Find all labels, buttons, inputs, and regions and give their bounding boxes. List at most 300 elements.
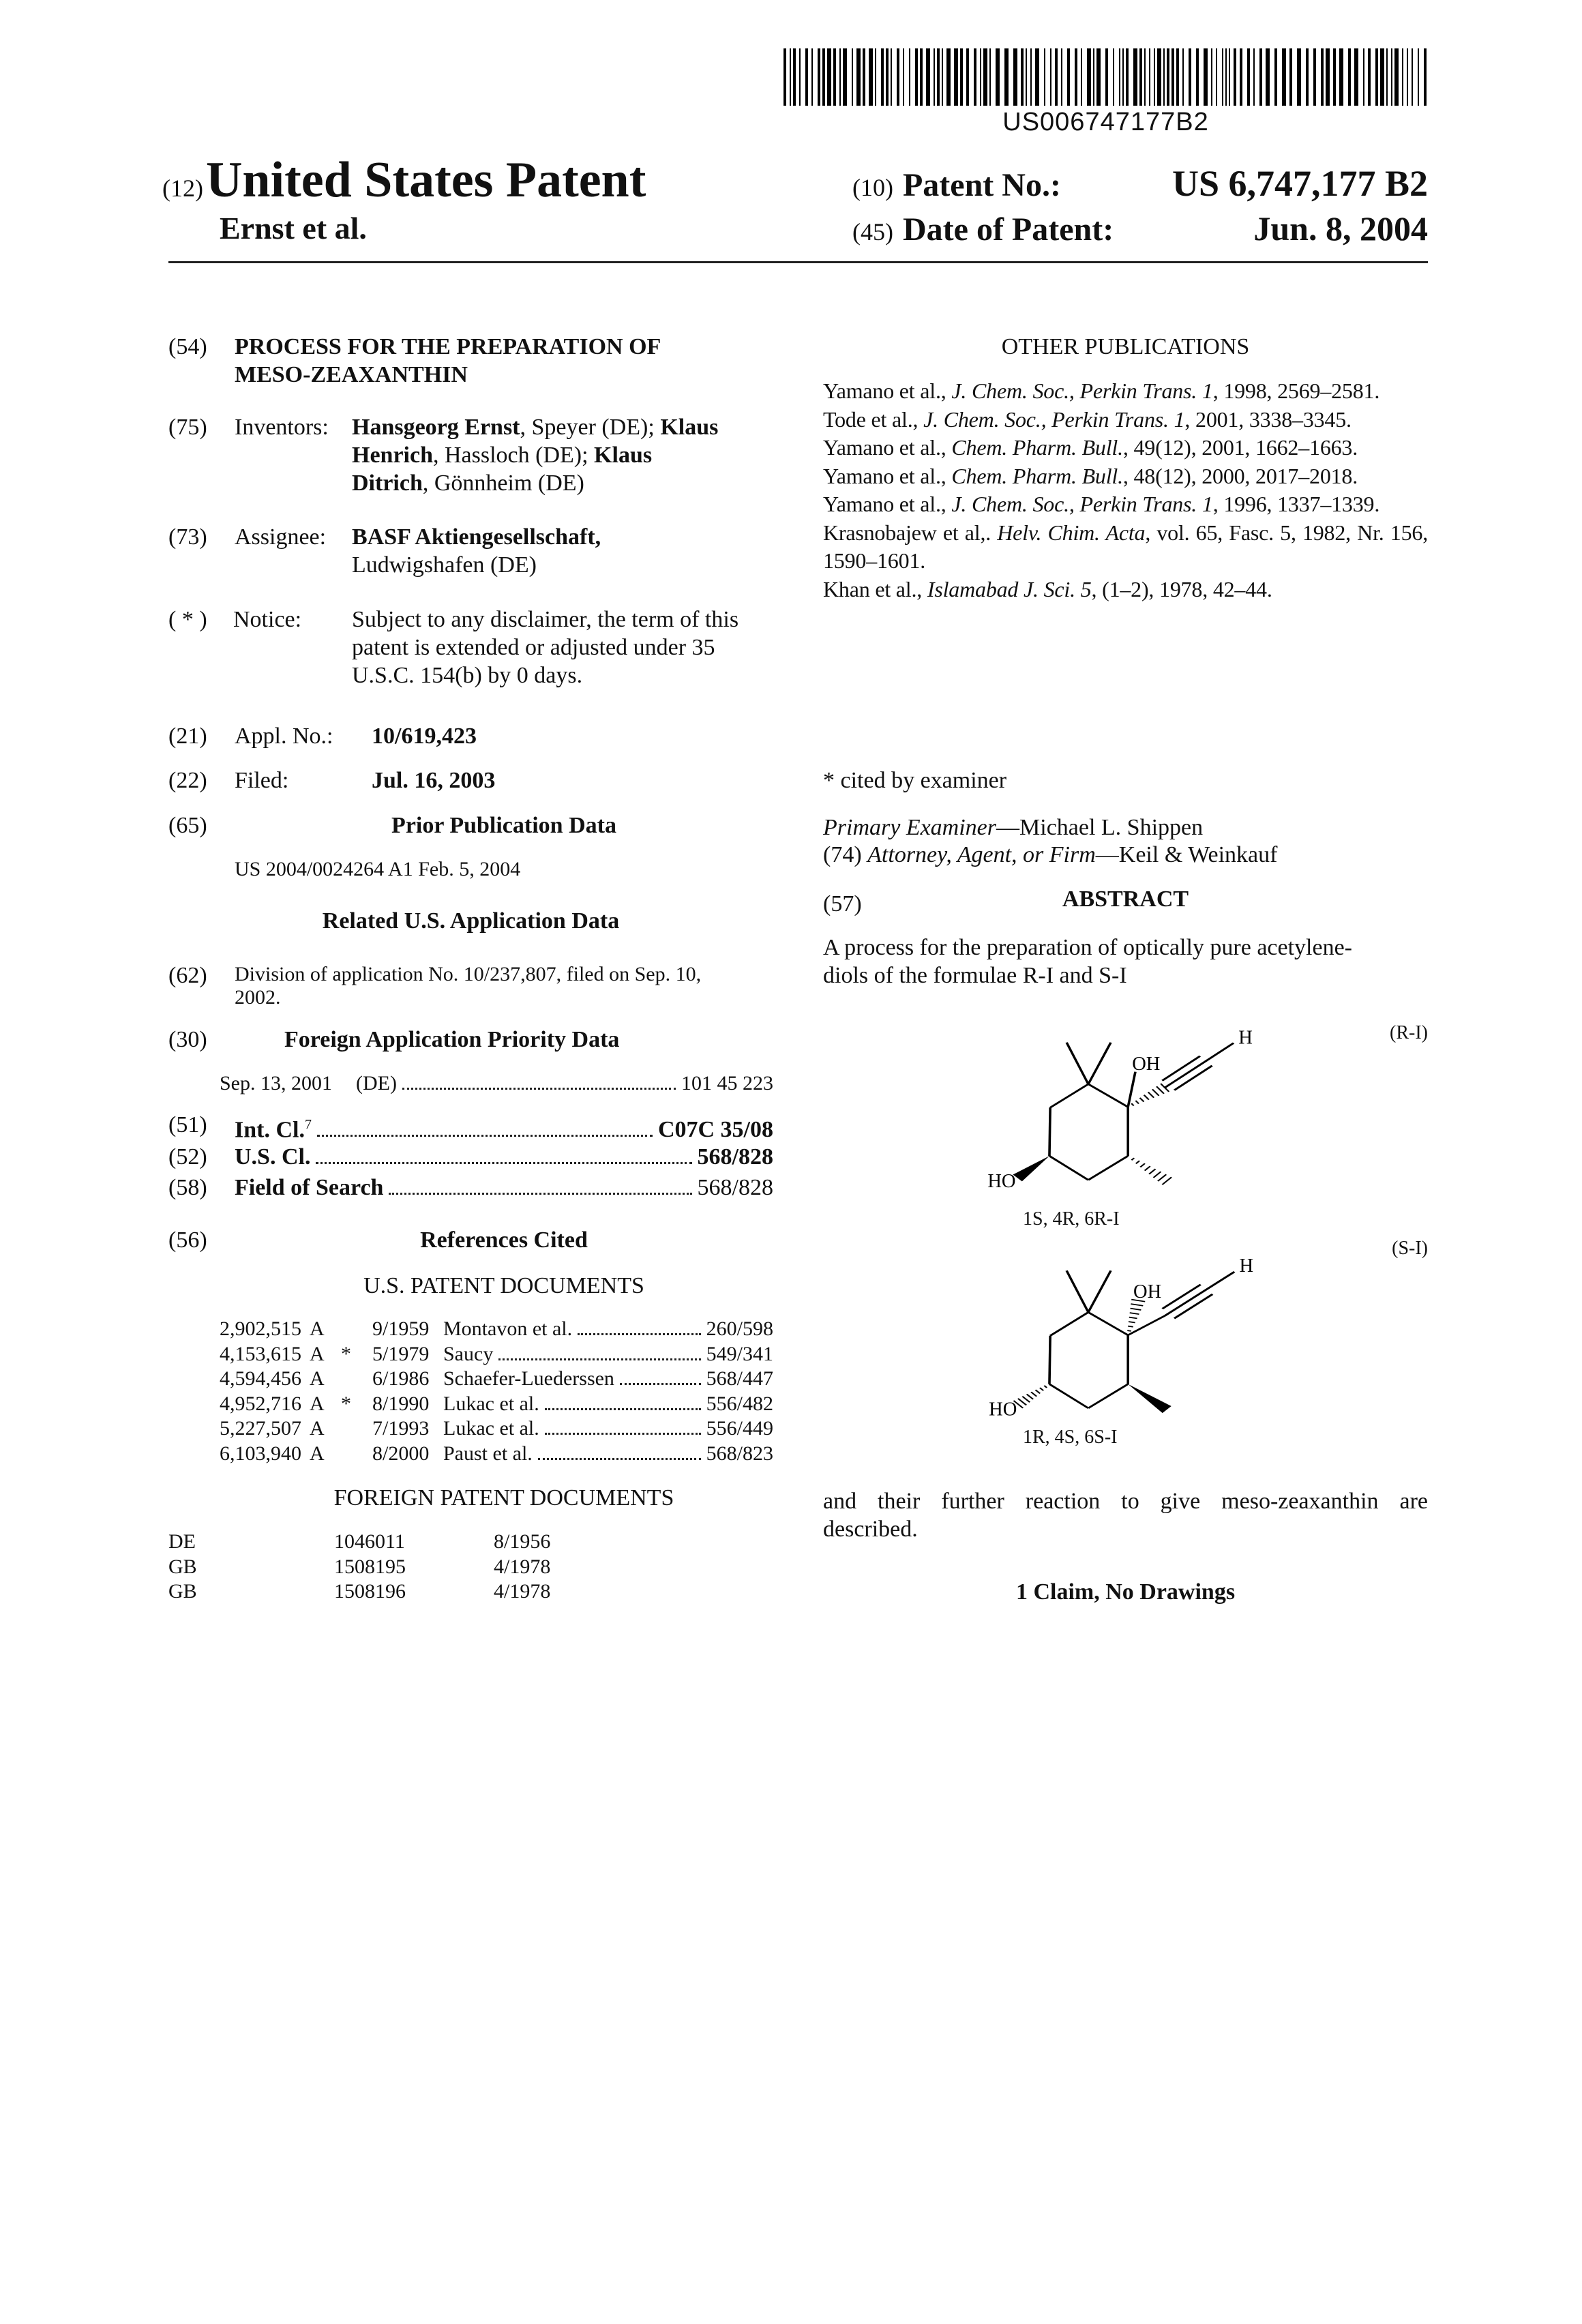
barcode-bar <box>886 48 889 106</box>
barcode-bar <box>1402 48 1403 106</box>
int-cl-label: Int. Cl.7 <box>235 1111 312 1144</box>
inventor-name: Henrich <box>352 443 433 468</box>
atom-h: H <box>1239 1255 1253 1277</box>
hashed-bond <box>1128 1326 1133 1327</box>
barcode-bar <box>1154 48 1155 106</box>
pub-details: , 49(12), 2001, 1662–1663. <box>1123 435 1358 460</box>
barcode-bar <box>974 48 976 106</box>
bond <box>1066 1043 1088 1084</box>
pub-details: , 2001, 3338–3345. <box>1184 407 1351 432</box>
chemical-structures <box>805 979 1446 1418</box>
formula-label-r: 1S, 4R, 6R-I <box>1023 1207 1120 1232</box>
barcode-bar <box>1306 48 1309 106</box>
barcode-bar <box>1044 48 1045 106</box>
publication <box>823 519 1428 576</box>
barcode-bar <box>1225 48 1227 106</box>
pub-details: , 48(12), 2000, 2017–2018. <box>1123 464 1358 488</box>
us-class: 556/482 <box>706 1392 773 1417</box>
hashed-bond <box>1031 1392 1036 1396</box>
patent-number: 1046011 <box>334 1530 494 1555</box>
hashed-bond <box>1140 1163 1145 1167</box>
barcode-bar <box>790 48 791 106</box>
bond <box>1049 1336 1050 1384</box>
barcode-bar <box>1055 48 1058 106</box>
cited-by-examiner: * cited by examiner <box>823 766 1006 794</box>
pub-journal: J. Chem. Soc., Perkin Trans. 1 <box>951 492 1212 516</box>
hashed-bond <box>1156 1086 1164 1094</box>
inventors <box>352 413 718 497</box>
barcode-bar <box>881 48 884 106</box>
barcode-bar <box>1144 48 1146 106</box>
date-row <box>852 209 1428 248</box>
filed-label: Filed: <box>235 766 288 794</box>
hashed-bond <box>1129 1317 1137 1319</box>
related-line: Division of application No. 10/237,807, filed on Sep. 10, <box>235 963 701 986</box>
pub-details: , (1–2), 1978, 42–44. <box>1092 577 1272 601</box>
barcode-bar <box>1139 48 1142 106</box>
pub-details: , 1996, 1337–1339. <box>1213 492 1379 516</box>
barcode-bar <box>1004 48 1009 106</box>
barcode-bar <box>891 48 892 106</box>
hashed-bond <box>1140 1098 1144 1102</box>
formula-tag-r: (R-I) <box>1390 1021 1428 1046</box>
foreign-patent-row <box>168 1555 773 1580</box>
barcode-bar <box>856 48 861 106</box>
bond <box>1049 1384 1088 1408</box>
barcode-bar <box>1149 48 1150 106</box>
barcode-bar <box>1375 48 1378 106</box>
bond <box>1088 1384 1128 1408</box>
barcode-bar <box>954 48 958 106</box>
barcode <box>783 48 1428 106</box>
other-pubs-heading: OTHER PUBLICATIONS <box>823 333 1428 361</box>
pub-authors: Khan et al., <box>823 577 927 601</box>
barcode-bar <box>1050 48 1051 106</box>
pub-details: , 1998, 2569–2581. <box>1213 378 1379 403</box>
barcode-bar <box>934 48 935 106</box>
hashed-bond <box>1148 1092 1154 1098</box>
barcode-bar <box>1348 48 1351 106</box>
abstract-line: diols of the formulae R-I and S-I <box>823 962 1352 989</box>
inid-52: (52) <box>168 1143 207 1171</box>
related-line: 2002. <box>235 986 701 1009</box>
barcode-bar <box>1075 48 1077 106</box>
assignee <box>352 523 601 579</box>
notice-text <box>352 606 738 689</box>
barcode-bar <box>1013 48 1017 106</box>
patent-date: 6/1986 <box>372 1367 443 1392</box>
barcode-bar <box>1368 48 1371 106</box>
barcode-bar <box>1234 48 1236 106</box>
inid-45: (45) <box>852 218 893 246</box>
us-class: 568/823 <box>706 1442 773 1467</box>
notice-line: Subject to any disclaimer, the term of this <box>352 606 738 634</box>
hashed-bond <box>1127 1330 1131 1331</box>
foreign-priority-heading: Foreign Application Priority Data <box>284 1026 619 1054</box>
patentee: Schaefer-Luederssen <box>443 1367 614 1392</box>
barcode-bar <box>1067 48 1070 106</box>
inid-56: (56) <box>168 1226 207 1254</box>
hashed-bond <box>1145 1166 1150 1170</box>
barcode-bar <box>1061 48 1062 106</box>
publication <box>823 406 1428 434</box>
inid-notice: ( * ) <box>168 606 207 634</box>
patent-number: 4,594,456 <box>220 1367 310 1392</box>
barcode-bar <box>1259 48 1262 106</box>
barcode-bar <box>920 48 923 106</box>
barcode-bar <box>1229 48 1230 106</box>
barcode-bar <box>1363 48 1364 106</box>
country: GB <box>168 1555 334 1580</box>
inid-51: (51) <box>168 1111 207 1139</box>
formula-tag-s: (S-I) <box>1392 1236 1428 1262</box>
inid-22: (22) <box>168 766 207 794</box>
field-search-value: 568/828 <box>698 1174 773 1202</box>
closing-line: described. <box>823 1515 1428 1543</box>
country: DE <box>168 1530 334 1555</box>
publication <box>823 462 1428 491</box>
barcode-bar <box>946 48 951 106</box>
barcode-bar <box>1189 48 1191 106</box>
us-patent-row <box>220 1416 773 1442</box>
atom-oh: OH <box>1132 1054 1160 1075</box>
barcode-bar <box>1339 48 1343 106</box>
hashed-bond <box>1040 1388 1043 1390</box>
patentee: Lukac et al. <box>443 1416 539 1442</box>
barcode-bar <box>1247 48 1250 106</box>
pub-authors: Yamano et al., <box>823 492 951 516</box>
us-class: 568/447 <box>706 1367 773 1392</box>
kind-code: A <box>310 1317 341 1342</box>
publication <box>823 576 1428 604</box>
inid-73: (73) <box>168 523 207 551</box>
inventor-residence: , Gönnheim (DE) <box>423 471 584 496</box>
barcode-bar <box>1216 48 1217 106</box>
inventor-name: Ditrich <box>352 471 423 496</box>
us-patent-row <box>220 1367 773 1392</box>
hashed-bond <box>1144 1095 1149 1100</box>
barcode-bar <box>1163 48 1165 106</box>
assignee-place: Ludwigshafen (DE) <box>352 551 601 579</box>
foreign-patent-row <box>168 1579 773 1605</box>
barcode-bar <box>1157 48 1161 106</box>
hashed-bond <box>1158 1174 1166 1181</box>
abstract-line: A process for the preparation of optically pure acetylene- <box>823 934 1352 962</box>
other-pubs-list <box>823 377 1428 604</box>
bond <box>1088 1084 1128 1107</box>
bond <box>1128 1072 1135 1107</box>
closing-line: and their further reaction to give meso-zeaxanthin are <box>823 1487 1428 1515</box>
barcode-bar <box>783 48 786 106</box>
hashed-bond <box>1131 1103 1133 1105</box>
barcode-bar <box>1313 48 1316 106</box>
barcode-bar <box>960 48 963 106</box>
inventor-residence: , Speyer (DE); <box>520 415 661 440</box>
pub-details: , vol. 65, Fasc. 5, 1982, Nr. 156, 1590–1601. <box>823 520 1428 573</box>
barcode-bar <box>1297 48 1301 106</box>
wedge-bond <box>1128 1384 1171 1413</box>
patent-number: 1508196 <box>334 1579 494 1605</box>
leader-dots <box>389 1193 691 1195</box>
hashed-bond <box>1018 1399 1026 1405</box>
bond <box>1165 1272 1234 1316</box>
barcode-bar <box>793 48 796 106</box>
patent-date: 4/1978 <box>494 1579 550 1605</box>
kind-code: A <box>310 1342 341 1367</box>
patentee: Paust et al. <box>443 1442 533 1467</box>
assignee-name: BASF Aktiengesellschaft, <box>352 523 601 551</box>
barcode-bar <box>1253 48 1255 106</box>
patent-date: 8/1956 <box>494 1530 550 1555</box>
barcode-bar <box>799 48 801 106</box>
assignee-label: Assignee: <box>235 523 326 551</box>
hashed-bond <box>1154 1172 1161 1178</box>
patent-date: Jun. 8, 2004 <box>1253 209 1428 248</box>
abstract-heading: ABSTRACT <box>823 885 1428 913</box>
barcode-bar <box>1081 48 1082 106</box>
barcode-bar <box>1394 48 1399 106</box>
barcode-bar <box>863 48 865 106</box>
barcode-bar <box>1386 48 1388 106</box>
barcode-bar <box>1126 48 1129 106</box>
publication <box>823 490 1428 519</box>
patentee: Saucy <box>443 1342 493 1367</box>
barcode-bar <box>1021 48 1024 106</box>
inid-62: (62) <box>168 962 207 989</box>
barcode-bar <box>897 48 899 106</box>
barcode-bar <box>1412 48 1413 106</box>
us-patent-list <box>220 1317 773 1466</box>
publication <box>823 377 1428 406</box>
kind-code: A <box>310 1392 341 1417</box>
barcode-bar <box>1204 48 1208 106</box>
hashed-bond <box>1131 1309 1141 1310</box>
foreign-docs-heading: FOREIGN PATENT DOCUMENTS <box>235 1484 773 1512</box>
barcode-bar <box>1113 48 1114 106</box>
inid-75: (75) <box>168 413 207 441</box>
patent-number: 5,227,507 <box>220 1416 310 1442</box>
field-search-row <box>235 1174 773 1202</box>
pub-journal: Helv. Chim. Acta <box>997 520 1145 545</box>
barcode-bar <box>942 48 943 106</box>
hashed-bond <box>1130 1313 1139 1314</box>
atom-ho: HO <box>989 1399 1017 1418</box>
examiner-name: —Michael L. Shippen <box>996 815 1203 840</box>
barcode-bar <box>1122 48 1124 106</box>
inventors-label: Inventors: <box>235 413 329 441</box>
inventor-name: Klaus <box>660 415 718 440</box>
patent-number: US 6,747,177 B2 <box>1172 162 1428 205</box>
hashed-bond <box>1027 1394 1033 1399</box>
publication <box>823 434 1428 462</box>
int-cl-value: C07C 35/08 <box>658 1116 773 1144</box>
hashed-bond <box>1149 1169 1155 1174</box>
barcode-bar <box>1026 48 1027 106</box>
prior-pub-value: US 2004/0024264 A1 Feb. 5, 2004 <box>235 857 520 882</box>
barcode-bar <box>1380 48 1384 106</box>
barcode-bar <box>1240 48 1242 106</box>
foreign-patent-row <box>168 1530 773 1555</box>
leader-dots <box>317 1135 653 1137</box>
patent-date: 4/1978 <box>494 1555 550 1580</box>
leader-dots <box>578 1333 701 1335</box>
barcode-bar <box>818 48 820 106</box>
barcode-bar <box>843 48 847 106</box>
inventor-residence: , Hassloch (DE); <box>433 443 594 468</box>
barcode-bar <box>852 48 853 106</box>
barcode-bar <box>1391 48 1392 106</box>
barcode-bar <box>996 48 1000 106</box>
bond <box>1088 1312 1128 1335</box>
priority-number: 101 45 223 <box>681 1071 773 1097</box>
date-label: Date of Patent: <box>903 211 1253 248</box>
leader-dots <box>498 1358 700 1360</box>
us-cl-row <box>235 1143 773 1171</box>
leader-dots <box>620 1383 701 1385</box>
barcode-bar <box>1333 48 1336 106</box>
pub-journal: Islamabad J. Sci. 5 <box>927 577 1092 601</box>
barcode-bar <box>1035 48 1039 106</box>
us-patent-row <box>220 1442 773 1467</box>
barcode-bar <box>983 48 987 106</box>
barcode-bar <box>1407 48 1408 106</box>
examiner-cited-star: * <box>341 1342 372 1367</box>
us-class: 549/341 <box>706 1342 773 1367</box>
atom-h: H <box>1238 1028 1253 1049</box>
pub-authors: Tode et al., <box>823 407 923 432</box>
hashed-bond <box>1036 1390 1041 1393</box>
bond <box>1050 1084 1088 1107</box>
inventor-name: Klaus <box>594 443 652 468</box>
barcode-bar <box>1222 48 1223 106</box>
foreign-priority-row <box>220 1071 773 1097</box>
formula-label-s: 1R, 4S, 6S-I <box>1023 1425 1117 1450</box>
hashed-bond <box>1131 1304 1143 1306</box>
barcode-bar <box>1266 48 1270 106</box>
inid-65: (65) <box>168 811 207 839</box>
examiner-label: Primary Examiner <box>823 815 996 840</box>
pub-journal: J. Chem. Soc., Perkin Trans. 1 <box>923 407 1184 432</box>
patent-number: 6,103,940 <box>220 1442 310 1467</box>
inid-58: (58) <box>168 1174 207 1202</box>
hashed-bond <box>1162 1177 1171 1185</box>
barcode-bar <box>1096 48 1101 106</box>
barcode-bar <box>980 48 981 106</box>
patent-number: 4,153,615 <box>220 1342 310 1367</box>
barcode-bar <box>839 48 841 106</box>
us-patent-row <box>220 1317 773 1342</box>
barcode-bar <box>1176 48 1179 106</box>
barcode-number: US006747177B2 <box>783 108 1428 137</box>
notice-line: patent is extended or adjusted under 35 <box>352 634 738 661</box>
barcode-bar <box>875 48 876 106</box>
primary-examiner <box>823 814 1203 841</box>
kind-code: A <box>310 1367 341 1392</box>
barcode-bar <box>926 48 930 106</box>
prior-pub-heading: Prior Publication Data <box>235 811 773 839</box>
title-line2: MESO-ZEAXANTHIN <box>235 361 661 389</box>
barcode-bar <box>1030 48 1032 106</box>
barcode-bar <box>1167 48 1169 106</box>
foreign-patent-list <box>168 1530 773 1605</box>
barcode-bar <box>1282 48 1286 106</box>
barcode-bar <box>1424 48 1427 106</box>
kind-code: A <box>310 1442 341 1467</box>
bond <box>1088 1043 1111 1084</box>
barcode-bar <box>1119 48 1120 106</box>
patent-date: 8/1990 <box>372 1392 443 1417</box>
bond <box>1165 1043 1234 1088</box>
doc-type <box>162 151 646 209</box>
leader-dots <box>316 1162 691 1164</box>
inid-21: (21) <box>168 722 207 750</box>
appl-number: 10/619,423 <box>372 722 477 750</box>
inid-30: (30) <box>168 1026 207 1054</box>
barcode-bar <box>1171 48 1174 106</box>
inid-10: (10) <box>852 173 893 202</box>
barcode-bar <box>1182 48 1184 106</box>
inid-57: (57) <box>823 890 862 918</box>
barcode-bar <box>1087 48 1091 106</box>
barcode-bar <box>1105 48 1108 106</box>
barcode-bar <box>1326 48 1330 106</box>
barcode-bar <box>1211 48 1212 106</box>
refs-heading: References Cited <box>235 1226 773 1254</box>
authors: Ernst et al. <box>220 210 367 246</box>
pub-authors: Yamano et al., <box>823 464 951 488</box>
int-cl-row <box>235 1111 773 1144</box>
us-patent-row <box>220 1342 773 1367</box>
doc-type-title: United States Patent <box>206 152 646 208</box>
barcode-bar <box>827 48 831 106</box>
barcode-bar <box>1093 48 1094 106</box>
attorney <box>823 841 1277 869</box>
pub-authors: Krasnobajew et al,. <box>823 520 997 545</box>
us-cl-label: U.S. Cl. <box>235 1143 310 1171</box>
kind-code: A <box>310 1416 341 1442</box>
bond <box>1088 1156 1128 1180</box>
leader-dots <box>402 1088 676 1090</box>
us-docs-heading: U.S. PATENT DOCUMENTS <box>235 1272 773 1300</box>
pub-authors: Yamano et al., <box>823 378 951 403</box>
filed-date: Jul. 16, 2003 <box>372 766 495 794</box>
related-text <box>235 963 701 1009</box>
notice-label: Notice: <box>233 606 301 634</box>
barcode-bar <box>903 48 904 106</box>
hashed-bond <box>1136 1161 1139 1163</box>
barcode-bar <box>1321 48 1324 106</box>
closing-text <box>823 1487 1428 1543</box>
priority-date: Sep. 13, 2001 <box>220 1071 356 1097</box>
hashed-bond <box>1135 1101 1139 1104</box>
country: GB <box>168 1579 334 1605</box>
us-class: 260/598 <box>706 1317 773 1342</box>
barcode-bar <box>1196 48 1199 106</box>
patent-number-row <box>852 162 1428 205</box>
priority-country: (DE) <box>356 1071 397 1097</box>
patent-date: 5/1979 <box>372 1342 443 1367</box>
inid-54: (54) <box>168 333 207 361</box>
related-heading: Related U.S. Application Data <box>168 907 773 935</box>
header-rule <box>168 261 1428 263</box>
barcode-bar <box>1289 48 1292 106</box>
atom-oh: OH <box>1133 1281 1161 1302</box>
title-line1: PROCESS FOR THE PREPARATION OF <box>235 333 661 361</box>
bond <box>1066 1270 1088 1312</box>
hashed-bond <box>1152 1089 1159 1095</box>
patent-number: 2,902,515 <box>220 1317 310 1342</box>
hashed-bond <box>1022 1397 1030 1403</box>
